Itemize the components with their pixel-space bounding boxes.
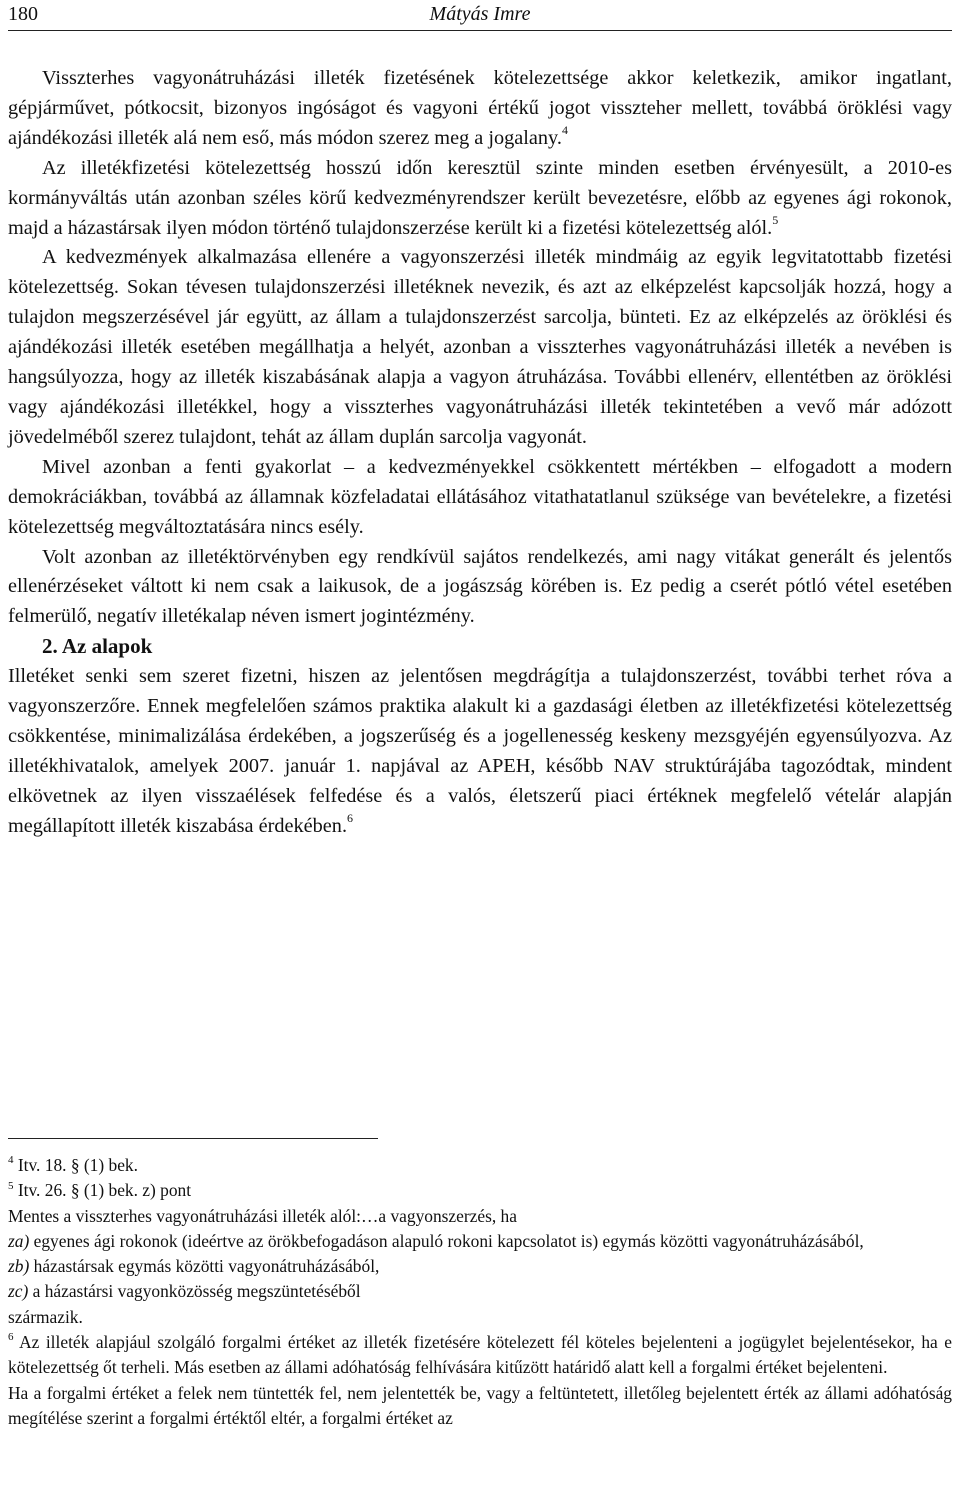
footnote-5-item-zb <box>8 1254 952 1279</box>
footnote-5-line: Mentes a visszterhes vagyonátruházási illeték alól:…a vagyonszerzés, ha <box>8 1205 517 1226</box>
footnote-number: 6 <box>8 1331 14 1344</box>
footnotes <box>8 1153 952 1431</box>
item-text: egyenes ági rokonok (ideértve az örökbefogadáson alapuló rokoni kapcsolatot is) egymás közötti vagyonátruházásából, <box>33 1230 864 1251</box>
footnote-5-item-za <box>8 1229 952 1254</box>
paragraph <box>8 662 952 841</box>
item-text: házastársak egymás közötti vagyonátruházásából, <box>33 1256 380 1277</box>
page-number: 180 <box>8 3 38 25</box>
footnote-4 <box>8 1153 952 1178</box>
section-heading: 2. Az alapok <box>42 634 153 659</box>
paragraph: A kedvezmények alkalmazása ellenére a vagyonszerzési illeték mindmáig az egyik legvitatottabb fizetési kötelezettség. Sokan tévesen tulajdonszerzési illetéknek nevezik, és azt az elképzelést kapcsolják hozzá, hogy a tulajdon megszerzésével jár együtt, az állam a tulajdonszerzést sarcolja, bünteti. Ez az elképzelés az öröklési és ajándékozási illeték esetében megállhatja a helyét, azonban a visszterhes vagyonátruházási illeték a nevében is hangsúlyozza, hogy az illeték kiszabásának alapja a vagyon átruházása. További ellenérv, ellentétben az öröklési vagy ajándékozási illetékkel, hogy a visszterhes vagyonátruházási illeték tekintetében a vevő már adózott jövedelméből szerez tulajdont, tehát az állam duplán sarcolja vagyonát. <box>8 246 952 448</box>
footnote-5 <box>8 1178 952 1203</box>
footnote-ref-6[interactable]: 6 <box>347 810 354 825</box>
footnote-text: Itv. 18. § (1) bek. <box>17 1155 138 1175</box>
footnote-6 <box>8 1330 952 1381</box>
paragraph-text: Illetéket senki sem szeret fizetni, hiszen az jelentősen megdrágítja a tulajdonszerzést, további terhet róva a vagyonszerzőre. Ennek megfelelően számos praktika alakult ki a gazdasági életben az illetékfizetési kötelezettség csökkentése, minimalizálása érdekében, a jogszerűség és a jogellenesség keskeny mezsgyéjén egyensúlyozva. Az illetékhivatalok, amelyek 2007. január 1. napjával az APEH, később NAV struktúrájába tagozódtak, mindent elkövetnek az ilyen visszaélések felfedése és a valós, életszerű piaci értéknek megfelelő vételár alapján megállapított illeték kiszabása érdekében. <box>8 665 952 837</box>
footnote-5-end: származik. <box>8 1306 83 1327</box>
item-label: zc) <box>8 1281 29 1302</box>
footnote-ref-4[interactable]: 4 <box>561 123 568 138</box>
paragraph: Mivel azonban a fenti gyakorlat – a kedvezményekkel csökkentett mértékben – elfogadott a modern demokráciákban, továbbá az államnak közfeladatai ellátásához vitathatatlanul szüksége van bevételekre, a fizetési kötelezettség megváltoztatására nincs esély. <box>8 455 952 538</box>
footnote-5-item-zc <box>8 1279 952 1304</box>
item-label: za) <box>8 1230 30 1251</box>
footnote-separator <box>8 1138 378 1139</box>
paragraph <box>8 64 952 154</box>
footnote-number: 5 <box>8 1179 14 1192</box>
page-header <box>8 0 952 31</box>
running-title: Mátyás Imre <box>429 3 531 25</box>
footnote-text: Az illeték alapjául szolgáló forgalmi értéket az illeték fizetésére kötelezett fél köteles bejelenteni a jogügylet bejelentésekor, ha e kötelezettség őt terheli. Más esetben az állami adóhatóság felhívására kitűzött határidő alatt kell a forgalmi értéket bejelenteni. <box>8 1332 952 1378</box>
paragraph-text: Az illetékfizetési kötelezettség hosszú időn keresztül szinte minden esetben érvényesült, a 2010-es kormányváltás után azonban széles körű kedvezményrendszer került bevezetésre, előbb az egyenes ági rokonok, majd a házastársak ilyen módon történő tulajdonszerzése került ki a fizetési kötelezettség alól. <box>8 156 952 239</box>
footnote-ref-5[interactable]: 5 <box>772 212 779 227</box>
footnote-6-continued: Ha a forgalmi értéket a felek nem tüntették fel, nem jelentették be, vagy a feltüntetett, illetőleg bejelentett érték az állami adóhatóság megítélése szerint a forgalmi értéktől eltér, a forgalmi értéket az <box>8 1382 952 1428</box>
body-text <box>8 64 952 842</box>
paragraph <box>8 154 952 244</box>
footnote-text: Itv. 26. § (1) bek. z) pont <box>17 1180 192 1201</box>
paragraph: Volt azonban az illetéktörvényben egy rendkívül sajátos rendelkezés, ami nagy vitákat generált és jelentős ellenérzéseket váltott ki nem csak a laikusok, de a jogászság körében is. Ez pedig a cserét pótló vétel esetében felmerülő, negatív illetékalap néven ismert jogintézmény. <box>8 545 952 628</box>
paragraph-text: Visszterhes vagyonátruházási illeték fizetésének kötelezettsége akkor keletkezik, amikor ingatlant, gépjárművet, pótkocsit, bizonyos ingóságot és vagyoni értékű jogot visszteher mellett, továbbá öröklési vagy ajándékozási illeték alá nem eső, más módon szerez meg a jogalany. <box>8 67 952 149</box>
item-label: zb) <box>8 1256 30 1277</box>
item-text: a házastársi vagyonközösség megszüntetéséből <box>32 1281 361 1302</box>
footnote-number: 4 <box>8 1154 14 1167</box>
